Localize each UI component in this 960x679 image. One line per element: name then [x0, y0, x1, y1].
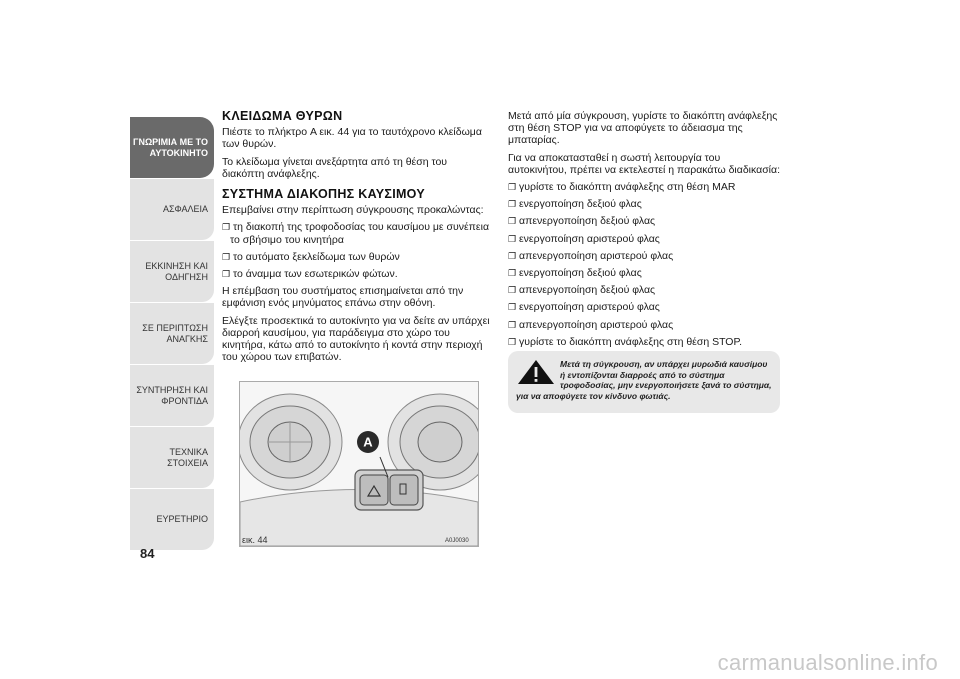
checkbox-bullet-icon: ❐ [508, 250, 517, 261]
list-item: ❐ γυρίστε το διακόπτη ανάφλεξης στη θέση MAR [508, 181, 736, 194]
list-item: ❐ απενεργοποίηση δεξιού φλας [508, 215, 656, 228]
callout-a-label: A [363, 434, 373, 450]
paragraph: Επεμβαίνει στην περίπτωση σύγκρουσης προκαλώντας: [222, 204, 484, 217]
tab-emergency[interactable] [130, 303, 214, 364]
list-item: ❐ απενεργοποίηση αριστερού φλας [508, 318, 674, 331]
tab-technical-data[interactable] [130, 427, 214, 488]
checkbox-bullet-icon: ❐ [508, 199, 517, 210]
left-column [222, 110, 490, 368]
list-item: ❐ ενεργοποίηση αριστερού φλας [508, 232, 660, 245]
tab-safety[interactable] [130, 179, 214, 240]
tab-index[interactable] [130, 489, 214, 550]
tab-label: ΓΝΩΡΙΜΙΑ ΜΕ ΤΟ ΑΥΤΟΚΙΝΗΤΟ [133, 136, 208, 158]
checkbox-bullet-icon: ❐ [222, 269, 231, 280]
checkbox-bullet-icon: ❐ [508, 216, 517, 227]
tab-label: ΕΚΚΙΝΗΣΗ ΚΑΙ ΟΔΗΓΗΣΗ [145, 260, 208, 282]
dashboard-illustration [240, 382, 478, 546]
tab-label: ΣΥΝΤΗΡΗΣΗ ΚΑΙ ΦΡΟΝΤΙΔΑ [136, 384, 208, 406]
checkbox-bullet-icon: ❐ [222, 222, 231, 233]
list-item: ❐ απενεργοποίηση δεξιού φλας [508, 284, 656, 297]
tab-label: ΑΣΦΑΛΕΙΑ [162, 204, 208, 214]
watermark-footer: carmanualsonline.info [717, 650, 938, 675]
tab-label: ΤΕΧΝΙΚΑ ΣΤΟΙΧΕΙΑ [167, 446, 208, 468]
list-item: ❐ ενεργοποίηση δεξιού φλας [508, 198, 642, 211]
tab-label: ΣΕ ΠΕΡΙΠΤΩΣΗ ΑΝΑΓΚΗΣ [142, 322, 208, 344]
paragraph: Η επέμβαση του συστήματος επισημαίνεται από την εμφάνιση ενός μηνύματος επάνω στην οθόνη. [222, 285, 464, 310]
checkbox-bullet-icon: ❐ [508, 336, 517, 347]
tab-starting-driving[interactable] [130, 241, 214, 302]
list-item: ❐ το άναμμα των εσωτερικών φώτων. [222, 268, 398, 281]
checkbox-bullet-icon: ❐ [508, 319, 517, 330]
page-number: 84 [140, 546, 155, 561]
section-title-fuel-cutoff: ΣΥΣΤΗΜΑ ΔΙΑΚΟΠΗΣ ΚΑΥΣΙΜΟΥ [222, 187, 425, 202]
right-column [508, 110, 780, 353]
paragraph: Ελέγξτε προσεκτικά το αυτοκίνητο για να δείτε αν υπάρχει διαρροή καυσίμου, για παράδειγμα στο χώρο του κινητήρα, κάτω από το αυτοκίνητο ή κοντά στην περιοχή του χώρου των επιβατών. [222, 314, 490, 364]
figure-44 [239, 381, 479, 547]
figure-caption: εικ. 44 [242, 535, 268, 545]
paragraph: Πιέστε το πλήκτρο A εικ. 44 για το ταυτόχρονο κλείδωμα των θυρών. [222, 126, 482, 151]
checkbox-bullet-icon: ❐ [508, 233, 517, 244]
warning-box [508, 351, 780, 413]
tab-getting-to-know[interactable] [130, 117, 214, 178]
warning-triangle-icon [516, 359, 556, 385]
checkbox-bullet-icon: ❐ [508, 302, 517, 313]
checkbox-bullet-icon: ❐ [508, 268, 517, 279]
list-item: ❐ ενεργοποίηση αριστερού φλας [508, 301, 660, 314]
section-title-door-lock: ΚΛΕΙΔΩΜΑ ΘΥΡΩΝ [222, 109, 343, 123]
checkbox-bullet-icon: ❐ [222, 251, 231, 262]
warning-text: Μετά τη σύγκρουση, αν υπάρχει μυρωδιά καυσίμου ή εντοπίζονται διαρροές από το σύστημα τροφοδοσίας, μην ενεργοποιήσετε ξανά το σύστημα, για να αποφύγετε τον κίνδυνο φωτιάς. [516, 359, 772, 401]
tab-label: ΕΥΡΕΤΗΡΙΟ [156, 514, 208, 524]
paragraph: Μετά από μία σύγκρουση, γυρίστε το διακόπτη ανάφλεξης στη θέση STOP για να αποφύγετε το άδειασμα της μπαταρίας. [508, 110, 778, 147]
paragraph: Το κλείδωμα γίνεται ανεξάρτητα από τη θέση του διακόπτη ανάφλεξης. [222, 155, 448, 180]
list-item: ❐ το αυτόματο ξεκλείδωμα των θυρών [222, 250, 400, 263]
figure-code: A0J0030 [445, 538, 469, 544]
list-item: ❐ απενεργοποίηση αριστερού φλας [508, 249, 674, 262]
paragraph: Για να αποκατασταθεί η σωστή λειτουργία του αυτοκινήτου, πρέπει να εκτελεστεί η παρακάτω διαδικασία: [508, 151, 780, 176]
list-item: ❐ γυρίστε το διακόπτη ανάφλεξης στη θέση STOP. [508, 335, 743, 348]
checkbox-bullet-icon: ❐ [508, 182, 517, 193]
chapter-tabs [130, 117, 214, 551]
list-item: ❐ τη διακοπή της τροφοδοσίας του καυσίμου με συνέπεια το σβήσιμο του κινητήρα [222, 221, 490, 246]
tab-maintenance[interactable] [130, 365, 214, 426]
list-item: ❐ ενεργοποίηση δεξιού φλας [508, 267, 642, 280]
checkbox-bullet-icon: ❐ [508, 285, 517, 296]
